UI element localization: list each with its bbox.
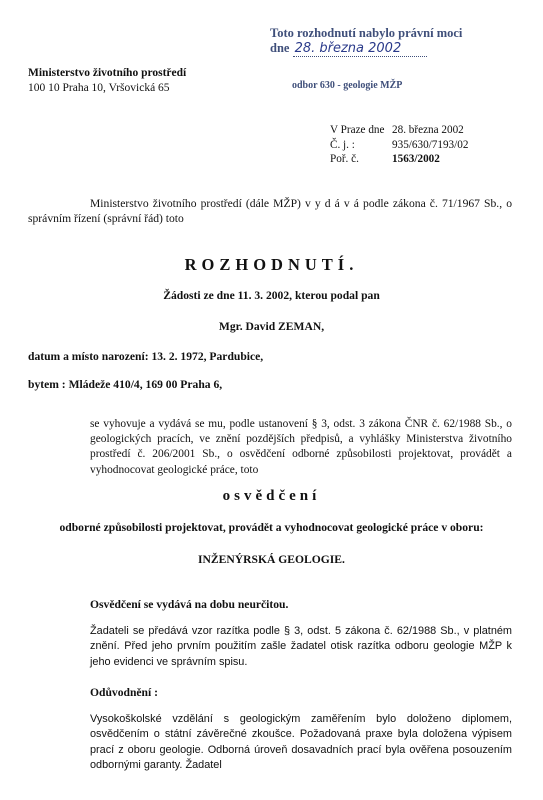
birth-line: datum a místo narození: 13. 2. 1972, Pardubice,	[28, 350, 264, 363]
applicant-name: Mgr. David ZEMAN,	[218, 320, 325, 333]
stamp-line-2	[270, 41, 446, 57]
stamp-date-prefix: dne	[270, 41, 290, 55]
document-title: ROZHODNUTÍ.	[184, 255, 359, 274]
ministry-address: 100 10 Praha 10, Vršovická 65	[28, 82, 170, 94]
por-value: 1563/2002	[392, 153, 440, 165]
validity-line: Osvědčení se vydává na dobu neurčitou.	[90, 598, 289, 611]
date-label: V Praze dne	[330, 124, 385, 136]
competence-line: odborné způsobilosti projektovat, provádět a vyhodnocovat geologické práce v oboru:	[59, 521, 484, 534]
intro-paragraph: Ministerstvo životního prostředí (dále MŽP) v y d á v á podle zákona č. 71/1967 Sb., o správním řízení (správní řád) toto	[28, 197, 512, 225]
ministry-header	[28, 66, 186, 96]
stamp-line-1: Toto rozhodnutí nabylo právní moci	[270, 26, 463, 40]
ministry-name: Ministerstvo životního prostředí	[28, 67, 187, 79]
reference-block	[330, 123, 468, 167]
residence-line: bytem : Mládeže 410/4, 169 00 Praha 6,	[28, 378, 223, 391]
justification-label: Odůvodnění :	[90, 686, 158, 699]
department-stamp: odbor 630 - geologie MŽP	[292, 80, 403, 91]
stamp-paragraph: Žadateli se předává vzor razítka podle § 3, odst. 5 zákona č. 62/1988 Sb., v platném znění. Před jeho prvním použitím zašle žadatel otisk razítka odboru geologie MŽP k jeho evidenci ve správním spisu.	[90, 625, 512, 668]
date-value: 28. března 2002	[392, 124, 464, 136]
handwritten-date: 28. března 2002	[293, 41, 427, 57]
legal-effect-stamp	[270, 26, 463, 58]
justification-paragraph: Vysokoškolské vzdělání s geologickým zaměřením bylo doloženo diplomem, osvědčením o státní závěrečné zkoušce. Požadovaná praxe byla doložena výpisem prací z oboru geologie. Odborná úroveň dosavadních prací byla ověřena posouzením odbornými garanty. Žadatel	[90, 713, 512, 772]
decision-paragraph: se vyhovuje a vydává se mu, podle ustanovení § 3, odst. 3 zákona ČNR č. 62/1988 Sb., o geologických pracích, ve znění pozdějších předpisů, a vyhlášky Ministerstva životního prostředí č. 206/2001 Sb., o osvědčení odborné způsobilosti projektovat, provádět a vyhodnocovat geologické práce, toto	[90, 418, 512, 476]
certificate-title: osvědčení	[222, 488, 321, 504]
cj-value: 935/630/7193/02	[392, 138, 469, 151]
por-label: Poř. č.	[330, 153, 359, 165]
field-of-competence: INŽENÝRSKÁ GEOLOGIE.	[198, 553, 345, 566]
cj-label: Č. j. :	[330, 138, 355, 151]
request-line: Žádosti ze dne 11. 3. 2002, kterou podal pan	[163, 289, 380, 302]
